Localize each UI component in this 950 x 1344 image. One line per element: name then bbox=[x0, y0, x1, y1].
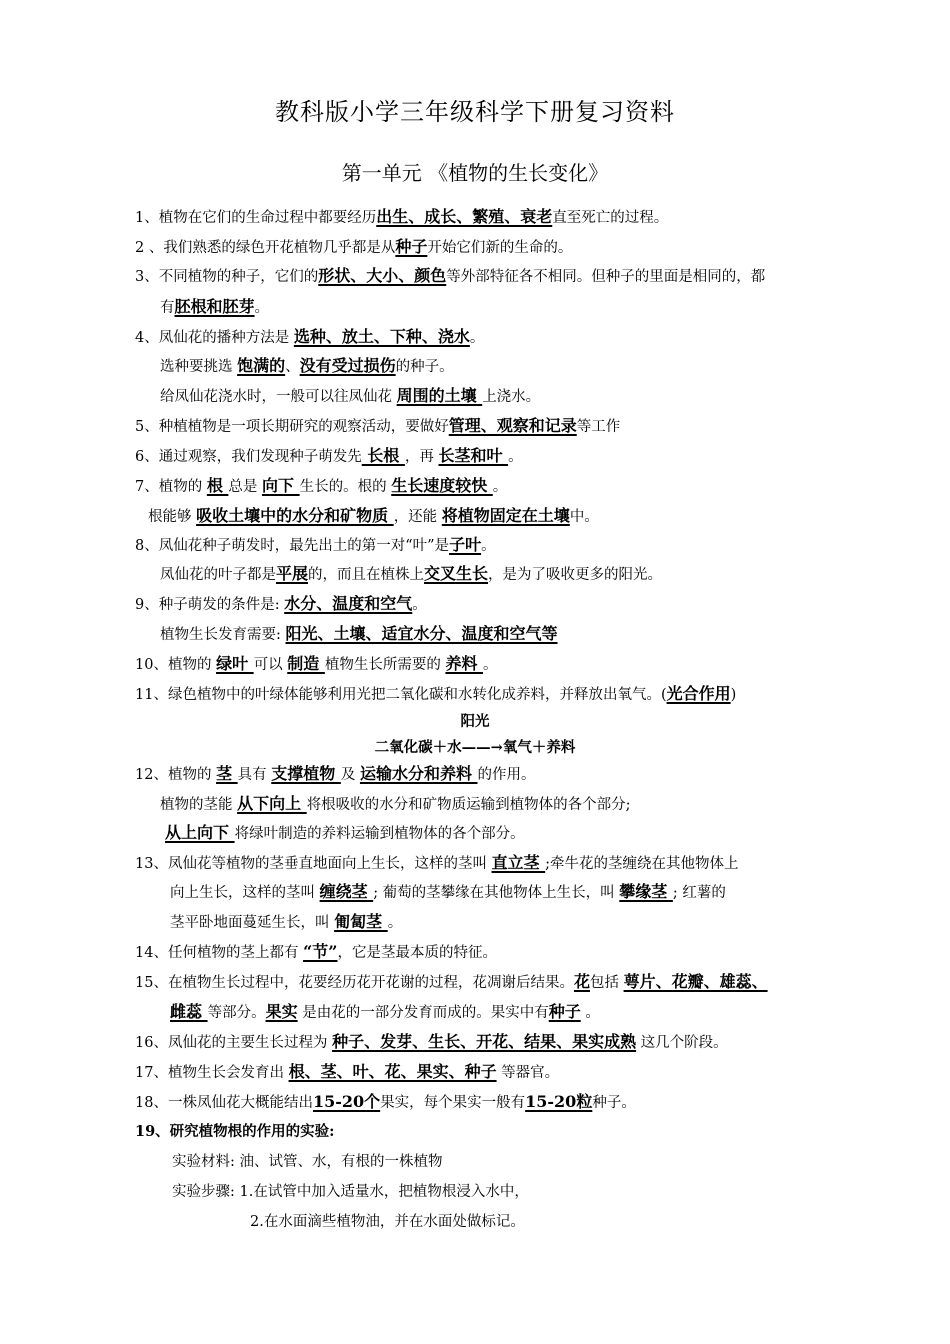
plain-text: 13、凤仙花等植物的茎垂直地面向上生长，这样的茎叫 bbox=[135, 856, 492, 872]
key-term: 阳光、土壤、适宜水分、温度和空气等 bbox=[285, 624, 558, 643]
key-term: 种子 bbox=[548, 1002, 581, 1021]
key-term: 运输水分和养料 bbox=[359, 764, 478, 783]
text-line bbox=[135, 942, 497, 963]
key-term: 周围的土壤 bbox=[396, 386, 483, 405]
plain-text: 果实，每个果实一般有 bbox=[380, 1095, 526, 1111]
plain-text: 。 bbox=[469, 330, 485, 346]
text-line bbox=[135, 1032, 728, 1053]
plain-text: 有 bbox=[160, 300, 175, 316]
plain-text: ; 葡萄的茎攀缘在其他物体上生长，叫 bbox=[373, 885, 620, 901]
text-line bbox=[172, 1152, 443, 1172]
text-line bbox=[135, 327, 484, 348]
text-line bbox=[170, 882, 726, 903]
plain-text: 、 bbox=[285, 359, 300, 375]
key-term: 长茎和叶 bbox=[438, 446, 509, 465]
key-term: 制造 bbox=[287, 654, 325, 673]
text-line bbox=[170, 1002, 600, 1023]
text-line bbox=[135, 535, 496, 556]
plain-text: 包括 bbox=[589, 975, 624, 991]
text-line bbox=[148, 506, 599, 527]
key-term: 管理、观察和记录 bbox=[448, 416, 577, 435]
plain-text: 等部分。 bbox=[207, 1005, 266, 1021]
plain-text: 9、种子萌发的条件是: bbox=[135, 597, 285, 613]
plain-text: 。 bbox=[492, 479, 508, 495]
plain-text: 3、不同植物的种子，它们的 bbox=[135, 269, 319, 285]
plain-text: 。 bbox=[254, 300, 270, 316]
key-term: 光合作用 bbox=[666, 684, 731, 703]
plain-text: 上浇水。 bbox=[482, 389, 541, 405]
key-term: 绿叶 bbox=[216, 654, 254, 673]
text-line bbox=[135, 972, 768, 993]
text-line bbox=[135, 1122, 335, 1142]
plain-text: 等工作 bbox=[576, 419, 621, 435]
plain-text: 根能够 bbox=[148, 509, 197, 525]
key-term: 花 bbox=[573, 972, 590, 991]
text-line bbox=[250, 1212, 525, 1232]
text-line bbox=[135, 654, 498, 675]
plain-text: 的种子。 bbox=[395, 359, 454, 375]
key-term: 根、茎、叶、花、果实、种子 bbox=[288, 1062, 497, 1081]
plain-text: ，它是茎最本质的特征。 bbox=[337, 945, 497, 961]
text-line bbox=[135, 594, 427, 615]
key-term: 支撑植物 bbox=[271, 764, 341, 783]
key-term: 形状、大小、颜色 bbox=[318, 266, 447, 285]
text-line bbox=[160, 386, 540, 407]
plain-text: 。 bbox=[481, 538, 496, 554]
plain-text: ，再 bbox=[404, 449, 439, 465]
plain-text: ;牵牛花的茎缠绕在其他物体上 bbox=[545, 856, 739, 872]
text-line bbox=[0, 738, 950, 758]
plain-text: ; 红薯的 bbox=[672, 885, 726, 901]
plain-text: 7、植物的 bbox=[135, 479, 207, 495]
key-term: 长根 bbox=[361, 446, 405, 465]
document-title: 教科版小学三年级科学下册复习资料 bbox=[275, 98, 675, 126]
plain-text: ，还能 bbox=[393, 509, 442, 525]
text-line bbox=[165, 823, 525, 844]
key-term: 养料 bbox=[445, 654, 484, 673]
text-line bbox=[135, 476, 507, 497]
plain-text: 12、植物的 bbox=[135, 767, 217, 783]
key-term: 茎 bbox=[216, 764, 238, 783]
key-term: 水分、温度和空气 bbox=[284, 594, 413, 613]
plain-text: 直至死亡的过程。 bbox=[552, 210, 669, 226]
plain-text: 茎平卧地面蔓延生长，叫 bbox=[170, 915, 335, 931]
text-line bbox=[160, 624, 558, 645]
plain-text: 6、通过观察，我们发现种子萌发先 bbox=[135, 449, 362, 465]
key-term: 平展 bbox=[276, 564, 309, 583]
plain-text: 。 bbox=[412, 597, 427, 613]
plain-text: 凤仙花的叶子都是 bbox=[160, 567, 276, 583]
key-term: 萼片、花瓣、雄蕊、 bbox=[623, 972, 768, 991]
plain-text: 开始它们新的生命的。 bbox=[427, 240, 573, 256]
plain-text: 实验材料: 油、试管、水，有根的一株植物 bbox=[172, 1154, 443, 1170]
plain-text: 将根吸收的水分和矿物质运输到植物体的各个部分; bbox=[306, 797, 631, 813]
plain-text: 等外部特征各不相同。但种子的里面是相同的，都 bbox=[446, 269, 766, 285]
plain-text: 总是 bbox=[228, 479, 263, 495]
key-term: 15-20粒 bbox=[525, 1092, 593, 1111]
plain-text: 这几个阶段。 bbox=[636, 1035, 728, 1051]
plain-text: ，是为了吸收更多的阳光。 bbox=[488, 567, 663, 583]
plain-text: 。 bbox=[508, 449, 523, 465]
text-line bbox=[135, 853, 739, 874]
key-term: 饱满的 bbox=[237, 356, 286, 375]
text-line bbox=[0, 712, 950, 732]
plain-text: 。 bbox=[580, 1005, 600, 1021]
key-term: 没有受过损伤 bbox=[299, 356, 396, 375]
key-term: 子叶 bbox=[449, 535, 482, 554]
plain-text: 的，而且在植株上 bbox=[308, 567, 425, 583]
key-term: “节” bbox=[303, 942, 338, 961]
plain-text: 18、一株凤仙花大概能结出 bbox=[135, 1095, 313, 1111]
text-line bbox=[135, 266, 765, 287]
plain-text: 2.在水面滴些植物油，并在水面处做标记。 bbox=[250, 1214, 525, 1230]
key-term: 交叉生长 bbox=[424, 564, 489, 583]
text-line bbox=[135, 764, 536, 785]
key-term: 将植物固定在土壤 bbox=[441, 506, 570, 525]
plain-text: 将绿叶制造的养料运输到植物体的各个部分。 bbox=[234, 826, 525, 842]
text-line bbox=[160, 356, 454, 377]
plain-text: 植物生长发育需要: bbox=[160, 627, 286, 643]
plain-text: 15、在植物生长过程中，花要经历花开花谢的过程，花凋谢后结果。 bbox=[135, 975, 574, 991]
key-term: 种子、发芽、生长、开花、结果、果实成熟 bbox=[332, 1032, 637, 1051]
text-line bbox=[135, 446, 523, 467]
plain-text: 植物的茎能 bbox=[160, 797, 238, 813]
text-line bbox=[172, 1182, 529, 1202]
plain-text: 给凤仙花浇水时，一般可以往凤仙花 bbox=[160, 389, 397, 405]
plain-text: 等器官。 bbox=[496, 1065, 560, 1081]
key-term: 选种、放土、下种、浇水 bbox=[293, 327, 470, 346]
key-term: 根 bbox=[206, 476, 229, 495]
plain-text: 16、凤仙花的主要生长过程为 bbox=[135, 1035, 333, 1051]
plain-text: 。 bbox=[387, 915, 403, 931]
key-term: 胚根和胚芽 bbox=[174, 297, 255, 316]
key-term: 从下向上 bbox=[237, 794, 307, 813]
text-line bbox=[135, 684, 736, 705]
plain-text: 。 bbox=[483, 657, 498, 673]
text-line bbox=[135, 1062, 559, 1083]
key-term: 生长速度较快 bbox=[391, 476, 493, 495]
plain-text: ) bbox=[730, 687, 737, 703]
unit-title: 第一单元 《植物的生长变化》 bbox=[341, 161, 609, 185]
plain-text: 植物生长所需要的 bbox=[324, 657, 446, 673]
text-line bbox=[135, 416, 620, 437]
key-term: 雌蕊 bbox=[170, 1002, 208, 1021]
plain-text: 17、植物生长会发育出 bbox=[135, 1065, 289, 1081]
plain-text: 可以 bbox=[253, 657, 288, 673]
plain-text: 14、任何植物的茎上都有 bbox=[135, 945, 304, 961]
key-term: 缠绕茎 bbox=[319, 882, 374, 901]
text-line bbox=[160, 297, 269, 318]
plain-text: 是由花的一部分发育而成的。果实中有 bbox=[297, 1005, 549, 1021]
bold-text: 19、研究植物根的作用的实验: bbox=[135, 1123, 335, 1140]
plain-text: 5、种植植物是一项长期研究的观察活动，要做好 bbox=[135, 419, 449, 435]
plain-text: 实验步骤: 1.在试管中加入适量水，把植物根浸入水中， bbox=[172, 1184, 529, 1200]
plain-text: 种子。 bbox=[592, 1095, 636, 1111]
plain-text: 11、绿色植物中的叶绿体能够利用光把二氧化碳和水转化成养料，并释放出氧气。( bbox=[135, 687, 667, 703]
text-line bbox=[135, 1092, 636, 1113]
plain-text: 选种要挑选 bbox=[160, 359, 238, 375]
plain-text: 1、植物在它们的生命过程中都要经历 bbox=[135, 210, 377, 226]
key-term: 15-20个 bbox=[312, 1092, 381, 1111]
plain-text: 生长的。根的 bbox=[299, 479, 392, 495]
key-term: 攀缘茎 bbox=[619, 882, 673, 901]
text-line bbox=[160, 794, 631, 815]
plain-text: 向上生长，这样的茎叫 bbox=[170, 885, 320, 901]
key-term: 从上向下 bbox=[165, 823, 235, 842]
key-term: 出生、成长、繁殖、衰老 bbox=[376, 207, 553, 226]
plain-text: 10、植物的 bbox=[135, 657, 217, 673]
key-term: 向下 bbox=[262, 476, 300, 495]
plain-text: 2 、我们熟悉的绿色开花植物几乎都是从 bbox=[135, 240, 396, 256]
plain-text: 的作用。 bbox=[477, 767, 536, 783]
plain-text: 中。 bbox=[569, 509, 599, 525]
text-line bbox=[135, 207, 668, 228]
plain-text: 及 bbox=[340, 767, 360, 783]
text-line bbox=[160, 564, 662, 585]
key-term: 匍匐茎 bbox=[334, 912, 388, 931]
text-line bbox=[135, 237, 572, 258]
plain-text: 8、凤仙花种子萌发时，最先出土的第一对“叶”是 bbox=[135, 538, 450, 554]
plain-text: 4、凤仙花的播种方法是 bbox=[135, 330, 294, 346]
key-term: 种子 bbox=[395, 237, 428, 256]
key-term: 果实 bbox=[265, 1002, 298, 1021]
text-line bbox=[170, 912, 402, 933]
bold-text: 二氧化碳＋水——→氧气＋养料 bbox=[374, 739, 576, 756]
bold-text: 阳光 bbox=[460, 713, 490, 730]
key-term: 吸收土壤中的水分和矿物质 bbox=[196, 506, 394, 525]
key-term: 直立茎 bbox=[491, 853, 546, 872]
plain-text: 具有 bbox=[237, 767, 272, 783]
